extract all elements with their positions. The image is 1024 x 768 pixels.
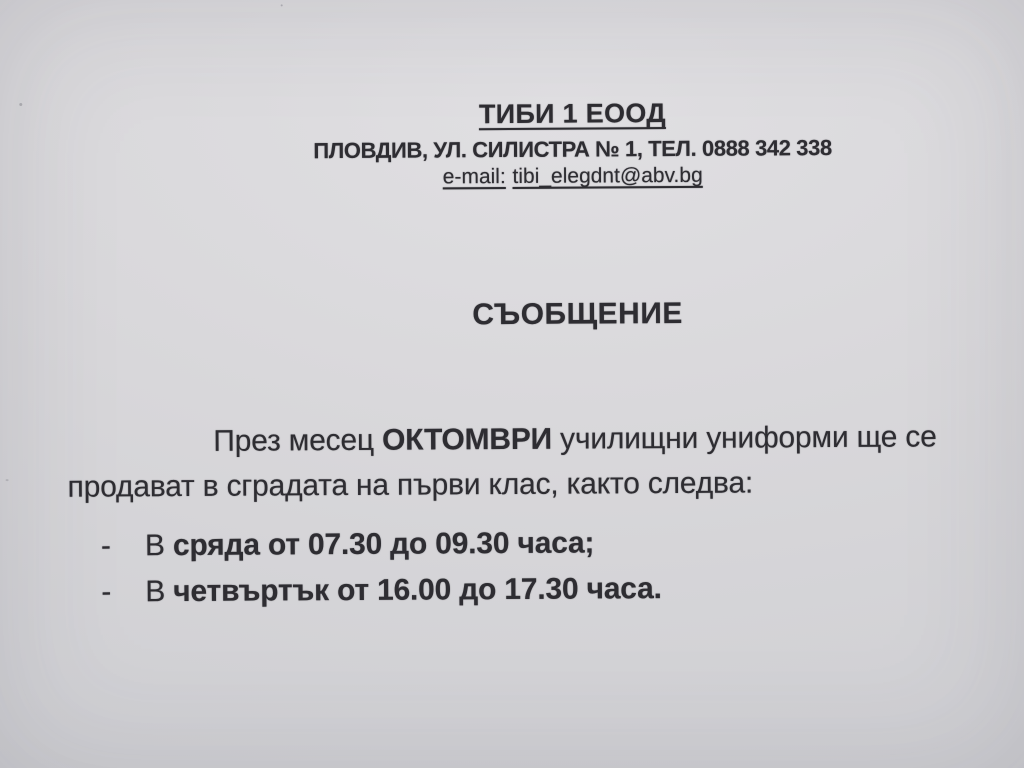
month-emphasis: ОКТОМВРИ — [381, 422, 553, 457]
item-prefix: В — [144, 529, 174, 563]
dash-bullet: - — [101, 575, 112, 609]
company-address: ПЛОВДИВ, УЛ. СИЛИСТРА № 1, ТЕЛ. 0888 342 338 — [313, 135, 832, 164]
notice-title: СЪОБЩЕНИЕ — [472, 296, 683, 332]
dash-bullet: - — [100, 529, 111, 563]
schedule-item — [101, 572, 662, 608]
company-name: ТИБИ 1 ЕООД — [478, 98, 666, 130]
email-address: tibi_elegdnt@abv.bg — [512, 163, 703, 188]
paragraph-rest: училищни униформи ще се продават в сградата на първи клас, както следва: — [67, 420, 937, 504]
item-details: сряда от 07.30 до 09.30 часа; — [172, 526, 595, 563]
dust-speck — [6, 479, 9, 481]
notice-paragraph — [67, 414, 998, 510]
dust-speck — [19, 103, 22, 106]
schedule-item — [101, 526, 662, 562]
item-details: четвъртък от 16.00 до 17.30 часа. — [173, 572, 662, 609]
email-label: e-mail: — [442, 165, 506, 189]
schedule-list — [101, 526, 662, 621]
company-email — [443, 164, 703, 190]
item-prefix: В — [145, 575, 174, 609]
dust-speck — [281, 4, 283, 6]
paragraph-lead: През месец — [213, 423, 383, 458]
